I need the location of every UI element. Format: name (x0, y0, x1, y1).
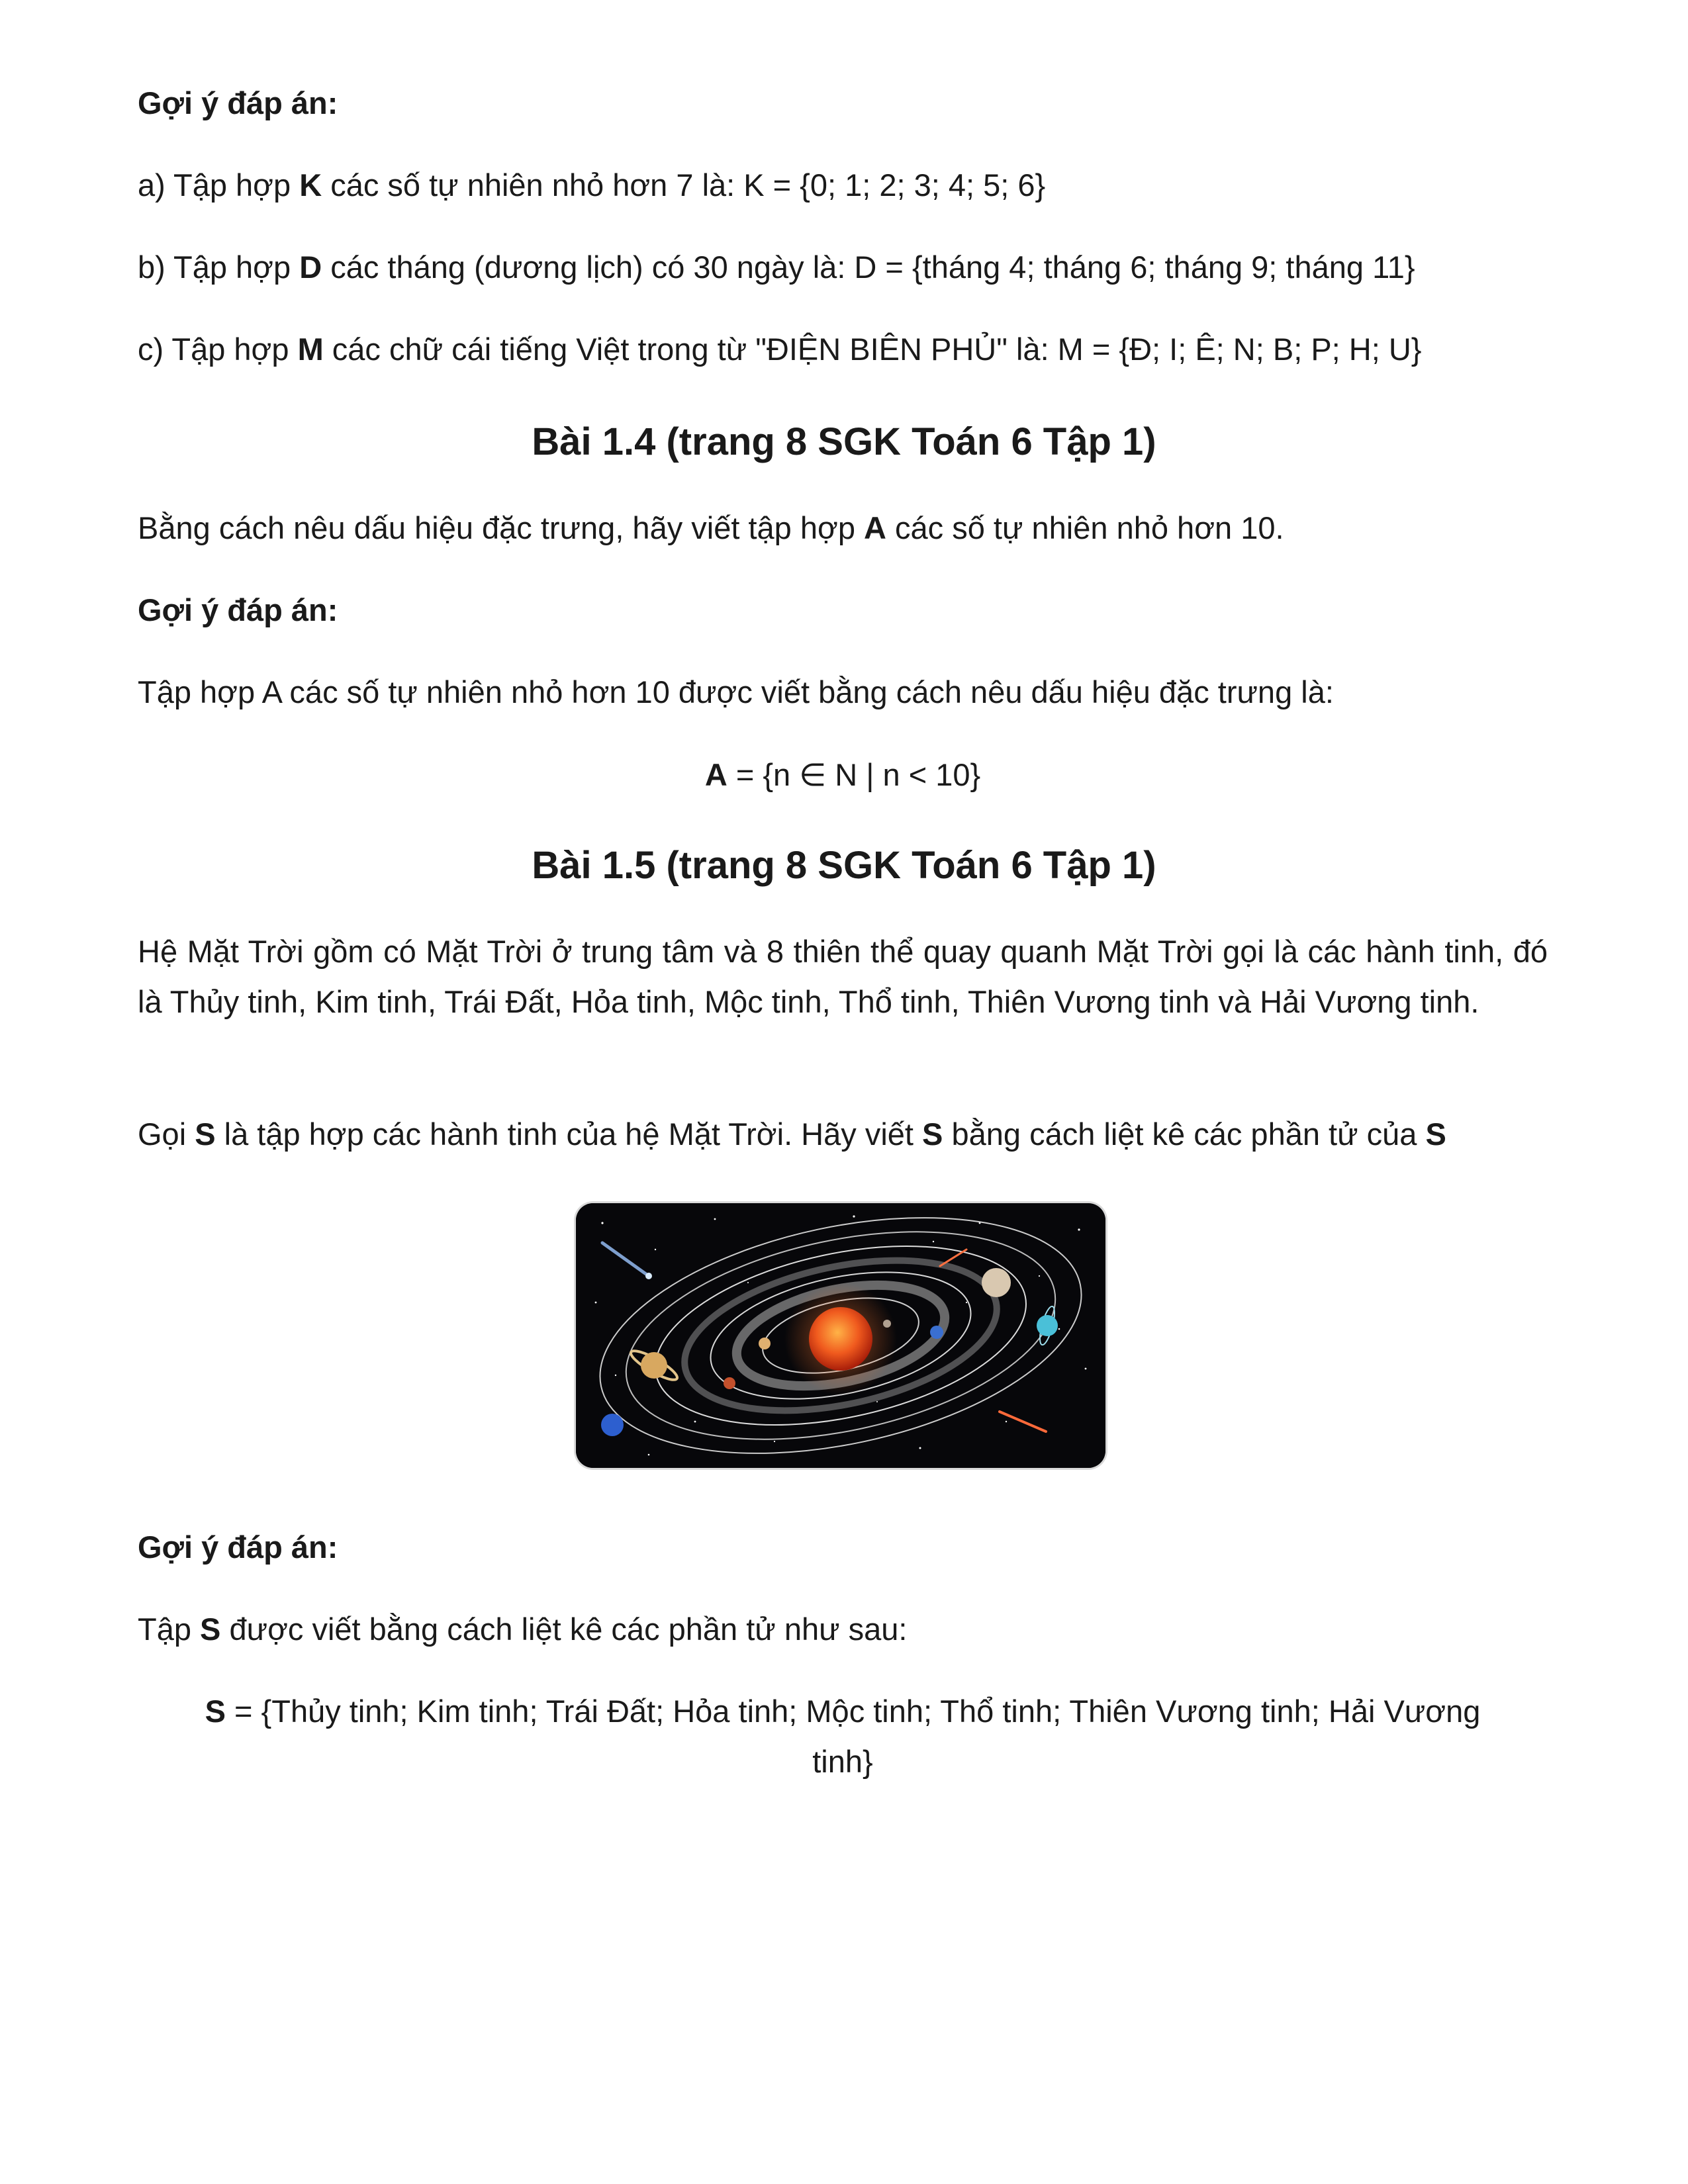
hint-label-1: Gợi ý đáp án: (138, 85, 338, 120)
earth-planet (930, 1326, 943, 1339)
venus-planet (759, 1338, 771, 1349)
paragraph-solar-system: Hệ Mặt Trời gồm có Mặt Trời ở trung tâm và 8 thiên thể quay quanh Mặt Trời gọi là các hành tinh, đó là Thủy tinh, Kim tinh, Trái Đất, Hỏa tinh, Mộc tinh, Thổ tinh, Thiên Vương tinh và Hải Vương tinh. (138, 934, 1548, 1019)
sun (809, 1307, 872, 1371)
jupiter-planet (982, 1268, 1011, 1297)
solar-system-illustration (576, 1203, 1105, 1468)
neptune-planet (601, 1414, 624, 1436)
mars-planet (724, 1377, 735, 1389)
hint-label-3: Gợi ý đáp án: (138, 1529, 338, 1565)
heading-bai-1-4: Bài 1.4 (trang 8 SGK Toán 6 Tập 1) (532, 420, 1156, 463)
hint-label-2: Gợi ý đáp án: (138, 592, 338, 627)
solar-system-image (576, 1203, 1105, 1468)
answer-intro-bai-1-4: Tập hợp A các số tự nhiên nhỏ hơn 10 được viết bằng cách nêu dấu hiệu đặc trưng là: (138, 674, 1334, 709)
question-bai-1-5: Gọi S là tập hợp các hành tinh của hệ Mặt Trời. Hãy viết S bằng cách liệt kê các phần tử của S (138, 1116, 1446, 1152)
result-set-s-line-1: S = {Thủy tinh; Kim tinh; Trái Đất; Hỏa tinh; Mộc tinh; Thổ tinh; Thiên Vương tinh; Hải Vương (205, 1694, 1481, 1729)
answer-a: a) Tập hợp K các số tự nhiên nhỏ hơn 7 là: K = {0; 1; 2; 3; 4; 5; 6} (138, 167, 1046, 203)
result-set-s-line-2: tinh} (812, 1744, 873, 1779)
question-bai-1-4: Bằng cách nêu dấu hiệu đặc trưng, hãy viết tập hợp A các số tự nhiên nhỏ hơn 10. (138, 510, 1284, 545)
answer-c: c) Tập hợp M các chữ cái tiếng Việt trong từ "ĐIỆN BIÊN PHỦ" là: M = {Đ; I; Ê; N; B; P; H; U} (138, 332, 1422, 367)
mercury-planet (883, 1320, 891, 1328)
answer-intro-bai-1-5: Tập S được viết bằng cách liệt kê các phần tử như sau: (138, 1612, 908, 1647)
formula-set-a: A = {n ∈ N | n < 10} (704, 757, 981, 792)
heading-bai-1-5: Bài 1.5 (trang 8 SGK Toán 6 Tập 1) (532, 844, 1156, 887)
answer-b: b) Tập hợp D các tháng (dương lịch) có 30 ngày là: D = {tháng 4; tháng 6; tháng 9; tháng 11} (138, 250, 1415, 285)
